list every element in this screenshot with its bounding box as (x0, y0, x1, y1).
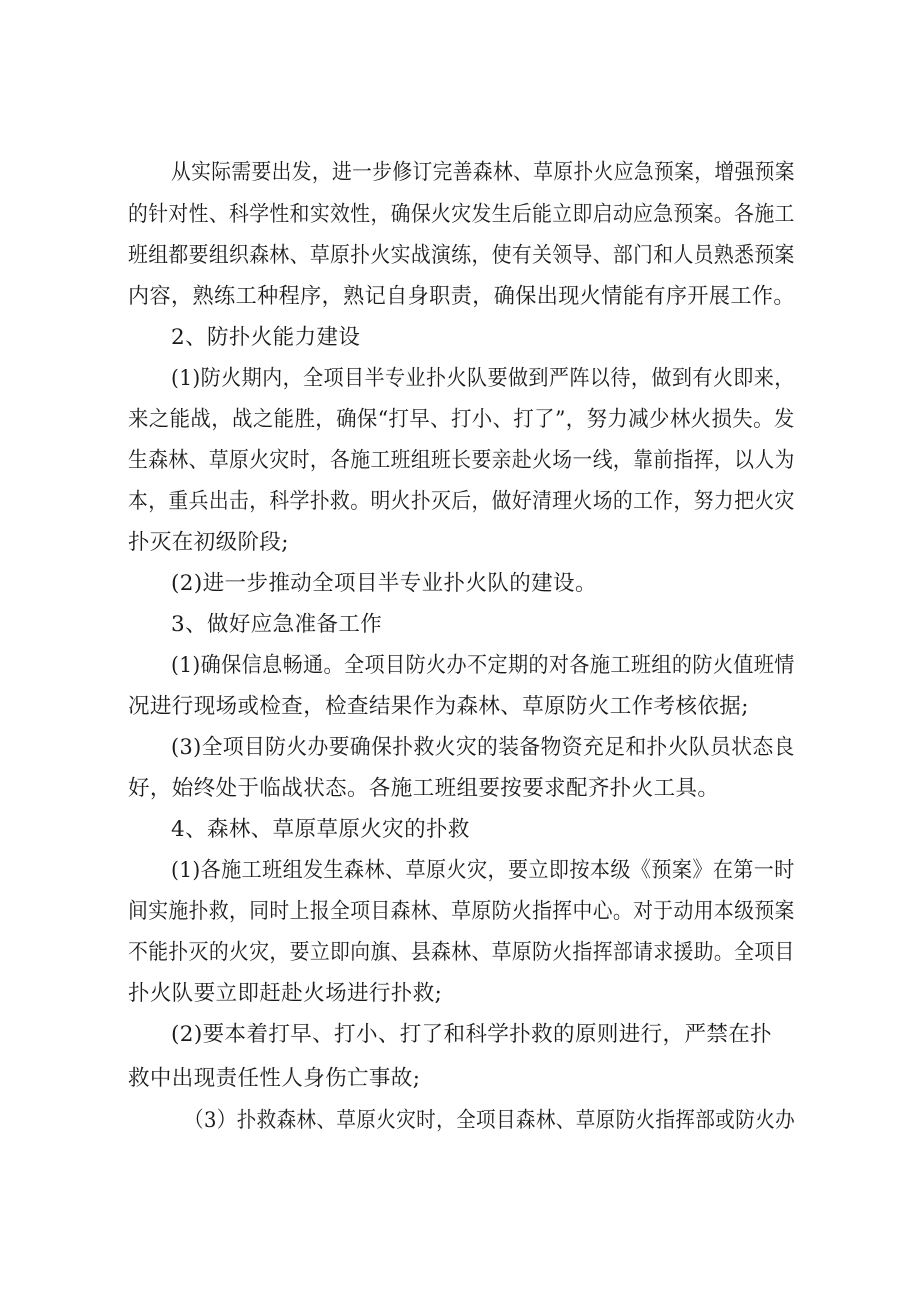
paragraph-line-1: 从实际需要出发，进一步修订完善森林、草原扑火应急预案，增强预案 (171, 160, 795, 185)
paragraph-line-7: 生森林、草原火灾时，各施工班组班长要亲赴火场一线，靠前指挥，以人为 (128, 448, 795, 473)
paragraph-line-11: (1)确保信息畅通。全项目防火办不定期的对各施工班组的防火值班情 (171, 653, 795, 678)
paragraph-line-15: (1)各施工班组发生森林、草原火灾，要立即按本级《预案》在第一时 (171, 858, 795, 883)
paragraph-line-18: 扑火队要立即赶赴火场进行扑救; (128, 981, 443, 1006)
paragraph-line-9: 扑灭在初级阶段; (128, 530, 289, 555)
section-heading-2: 2、防扑火能力建设 (171, 325, 361, 350)
paragraph-line-17: 不能扑灭的火灾，要立即向旗、县森林、草原防火指挥部请求援助。全项目 (128, 940, 795, 965)
paragraph-line-8: 本，重兵出击，科学扑救。明火扑灭后，做好清理火场的工作，努力把火灾 (128, 489, 795, 514)
paragraph-line-3: 班组都要组织森林、草原扑火实战演练，使有关领导、部门和人员熟悉预案 (128, 243, 795, 268)
paragraph-line-13: (3)全项目防火办要确保扑救火灾的装备物资充足和扑火队员状态良 (171, 735, 795, 760)
paragraph-line-4: 内容，熟练工种程序，熟记自身职责，确保出现火情能有序开展工作。 (128, 284, 795, 309)
paragraph-line-16: 间实施扑救，同时上报全项目森林、草原防火指挥中心。对于动用本级预案 (128, 899, 795, 924)
section-heading-3: 3、做好应急准备工作 (171, 612, 383, 637)
section-heading-4: 4、森林、草原草原火灾的扑救 (171, 817, 470, 842)
paragraph-line-14: 好，始终处于临战状态。各施工班组要按要求配齐扑火工具。 (128, 776, 720, 801)
paragraph-line-20: 救中出现责任性人身伤亡事故; (128, 1066, 421, 1091)
paragraph-line-12: 况进行现场或检查，检查结果作为森林、草原防火工作考核依据; (128, 694, 749, 719)
paragraph-line-21: （3）扑救森林、草原火灾时，全项目森林、草原防火指挥部或防火办 (184, 1108, 796, 1133)
paragraph-line-6: 来之能战，战之能胜，确保“打早、打小、打了”，努力减少林火损失。发 (128, 407, 795, 432)
paragraph-line-2: 的针对性、科学性和实效性，确保火灾发生后能立即启动应急预案。各施工 (128, 202, 795, 227)
paragraph-line-5: (1)防火期内，全项目半专业扑火队要做到严阵以待，做到有火即来， (171, 366, 795, 391)
paragraph-line-19: (2)要本着打早、打小、打了和科学扑救的原则进行，严禁在扑 (171, 1022, 773, 1047)
paragraph-line-10: (2)进一步推动全项目半专业扑火队的建设。 (171, 571, 597, 596)
